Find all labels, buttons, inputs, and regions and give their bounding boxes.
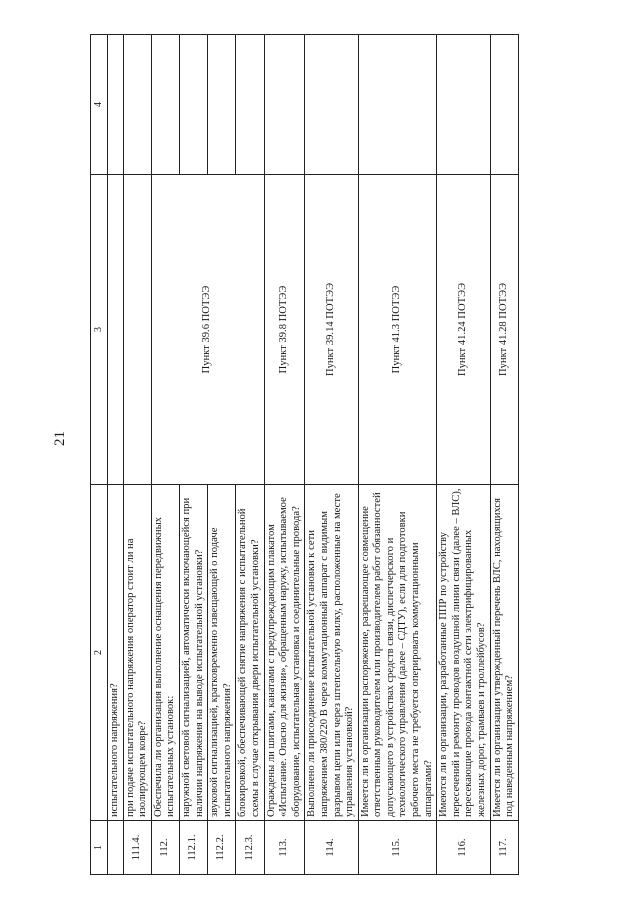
answer-cell	[358, 35, 437, 175]
row-number: 112.3.	[236, 821, 264, 875]
table-row	[305, 35, 358, 875]
answer-cell	[151, 35, 179, 175]
row-number: 112.1.	[179, 821, 207, 875]
header-col-1: 1	[91, 821, 108, 875]
row-number: 114.	[305, 821, 358, 875]
answer-cell	[179, 35, 207, 175]
answer-cell	[264, 35, 305, 175]
requirement-cell: Пункт 39.8 ПОТЭЭ	[264, 175, 305, 485]
question-text: звуковой сигнализацией, кратковременно извещающей о подаче испытательного напряжения?	[208, 485, 236, 821]
answer-cell	[208, 35, 236, 175]
requirement-cell: Пункт 39.14 ПОТЭЭ	[305, 175, 358, 485]
answer-cell	[108, 35, 124, 175]
header-col-4: 4	[91, 35, 108, 175]
question-text: испытательного напряжения?	[108, 485, 124, 821]
requirement-cell: Пункт 41.28 ПОТЭЭ	[490, 175, 518, 485]
checklist-table	[90, 34, 519, 875]
question-text: при подаче испытательного напряжения оператор стоит ли на изолирующем ковре?	[123, 485, 151, 821]
question-text: Имеются ли в организации, разработанные ППР по устройству пересечений и ремонту проводов воздушной линии связи (далее – ВЛС), пересекающие провода контактной сети электрифицированных железных дорог, трамваев и троллейбусов?	[437, 485, 490, 821]
requirement-cell	[123, 175, 151, 485]
answer-cell	[305, 35, 358, 175]
question-text: наружной световой сигнализацией, автоматически включающейся при наличии напряжения на выводе испытательной установки?	[179, 485, 207, 821]
row-number: 117.	[490, 821, 518, 875]
row-number: 111.4.	[123, 821, 151, 875]
requirement-cell: Пункт 39.6 ПОТЭЭ	[151, 175, 264, 485]
row-number: 112.2.	[208, 821, 236, 875]
row-number: 112.	[151, 821, 179, 875]
answer-cell	[490, 35, 518, 175]
question-text: блокировкой, обеспечивающей снятие напряжения с испытательной схемы в случае открывания двери испытательной установки?	[236, 485, 264, 821]
question-text: Обеспечила ли организация выполнение оснащения передвижных испытательных установок:	[151, 485, 179, 821]
requirement-cell	[108, 175, 124, 485]
checklist-table-rotated	[90, 35, 516, 875]
header-row	[91, 35, 108, 875]
table-row	[151, 35, 179, 875]
answer-cell	[236, 35, 264, 175]
answer-cell	[437, 35, 490, 175]
header-col-2: 2	[91, 485, 108, 821]
table-row	[264, 35, 305, 875]
header-col-3: 3	[91, 175, 108, 485]
row-number: 116.	[437, 821, 490, 875]
requirement-cell: Пункт 41.24 ПОТЭЭ	[437, 175, 490, 485]
question-text: Имеется ли в организации утвержденный перечень ВЛС, находящихся под наведенным напряжением?	[490, 485, 518, 821]
table-row	[490, 35, 518, 875]
question-text: Ограждены ли шитами, канатами с предупреждающим плакатом «Испытание. Опасно для жизни», обращенным наружу, испытываемое оборудование, испытательная установка и соединительные провода?	[264, 485, 305, 821]
row-number: 113.	[264, 821, 305, 875]
question-text: Выполнено ли присоединение испытательной установки к сети напряжением 380/220 В через коммутационный аппарат с видимым разрывом цепи или через штепсельную вилку, расположенные на месте управления установкой?	[305, 485, 358, 821]
requirement-cell: Пункт 41.3 ПОТЭЭ	[358, 175, 437, 485]
table-row	[123, 35, 151, 875]
table-row	[437, 35, 490, 875]
row-number	[108, 821, 124, 875]
page-number: 21	[52, 431, 68, 446]
table-row	[358, 35, 437, 875]
table-row	[108, 35, 124, 875]
question-text: Имеется ли в организации распоряжение, разрешающее совмещение ответственным руководителем или производителем работ обязанностей допускающего в устройствах средств связи, диспетчерского и технологического управления (далее – СДТУ), если для подготовки рабочего места не требуется оперировать коммутационными аппаратами?	[358, 485, 437, 821]
row-number: 115.	[358, 821, 437, 875]
answer-cell	[123, 35, 151, 175]
